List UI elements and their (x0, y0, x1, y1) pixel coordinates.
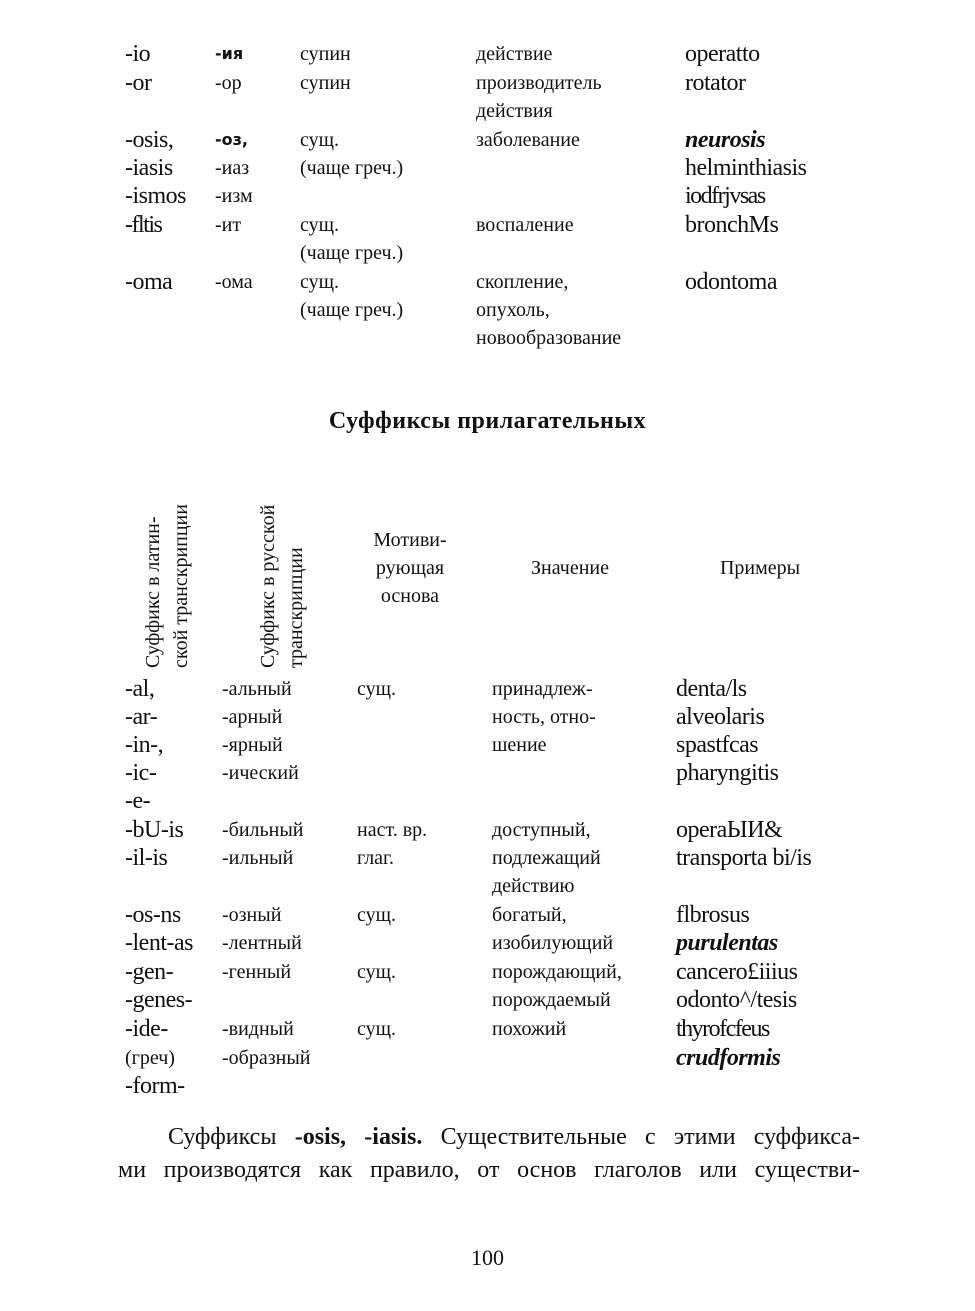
suffix-russian: -оз, (215, 130, 249, 149)
suffix-latin: -ismos (125, 183, 187, 209)
suffix-latin: -in-, (125, 732, 164, 758)
example-cell: helminthiasis (685, 155, 807, 181)
suffix-russian: -ор (215, 72, 242, 94)
basis-cell: сущ. (300, 271, 340, 293)
example-cell: rotator (685, 70, 746, 96)
suffix-latin: -iasis (125, 155, 173, 181)
suffix-russian: -образный (222, 1047, 311, 1069)
meaning-cell: действия (476, 100, 553, 122)
suffix-russian: -ярный (222, 734, 283, 756)
basis-cell: глаг. (357, 847, 394, 869)
basis-cell: (чаще греч.) (300, 299, 404, 321)
suffix-latin: -oma (125, 269, 173, 295)
basis-cell: наст. вр. (357, 819, 428, 841)
meaning-cell: подлежащий (492, 847, 601, 869)
suffix-latin: -ar- (125, 704, 158, 730)
example-cell: purulentas (676, 930, 778, 956)
header-russian-suffix: транскрипции (285, 547, 307, 668)
suffix-latin: -lent-as (125, 930, 193, 956)
meaning-cell: богатый, (492, 904, 567, 926)
basis-cell: сущ. (357, 1018, 397, 1040)
example-cell: transporta bi/is (676, 845, 812, 871)
suffix-russian: -ический (222, 762, 299, 784)
example-cell: denta/ls (676, 676, 747, 702)
example-cell: odontoma (685, 269, 777, 295)
meaning-cell: воспаление (476, 214, 574, 236)
header-latin-suffix: ской транскрипции (170, 504, 192, 668)
meaning-cell: действие (476, 43, 553, 65)
example-cell: thyrofcfeus (676, 1016, 769, 1042)
meaning-cell: новообразование (476, 327, 622, 349)
header-russian-suffix: Суффикс в русской (257, 504, 279, 668)
header-basis: Мотиви- рующая основа (373, 529, 447, 607)
suffix-latin: (греч) (125, 1047, 175, 1069)
suffix-russian: -озный (222, 904, 282, 926)
example-cell: alveolaris (676, 704, 765, 730)
header-latin-suffix: Суффикс в латин- (142, 516, 164, 668)
example-cell: odonto^/tesis (676, 987, 797, 1013)
basis-cell: сущ. (300, 129, 340, 151)
example-cell: neurosis (685, 127, 766, 153)
section-heading: Суффиксы прилагательных (328, 408, 647, 434)
suffix-emphasis: -osis, -iasis. (294, 1124, 423, 1150)
suffix-latin: -form- (125, 1073, 185, 1099)
example-cell: spastfcas (676, 732, 759, 758)
meaning-cell: скопление, (476, 271, 569, 293)
basis-cell: сущ. (357, 904, 397, 926)
suffix-russian: -арный (222, 706, 283, 728)
suffix-latin: -io (125, 41, 151, 67)
suffix-russian: -лентный (222, 932, 302, 954)
suffix-russian: -бильный (222, 819, 304, 841)
suffix-latin: -or (125, 70, 152, 96)
suffix-latin: -genes- (125, 987, 193, 1013)
suffix-russian: -ома (215, 271, 253, 293)
basis-cell: сущ. (357, 961, 397, 983)
meaning-cell: порождаемый (492, 989, 611, 1011)
basis-cell: сущ. (357, 678, 397, 700)
suffix-russian: -иаз (215, 157, 250, 179)
suffix-latin: -ic- (125, 760, 157, 786)
page-number: 100 (471, 1245, 504, 1270)
example-cell: iodfrjvsas (685, 183, 765, 209)
meaning-cell: ность, отно- (492, 706, 596, 728)
header-examples: Примеры (719, 557, 801, 579)
suffix-latin: -al, (125, 676, 155, 702)
example-cell: crudformis (676, 1045, 781, 1071)
suffix-latin: -fltis (125, 212, 162, 238)
basis-cell: супин (300, 43, 351, 65)
meaning-cell: похожий (492, 1018, 567, 1040)
suffix-russian: -изм (215, 185, 253, 207)
suffix-russian: -альный (222, 678, 292, 700)
meaning-cell: заболевание (476, 129, 580, 151)
meaning-cell: доступный, (492, 819, 591, 841)
example-cell: flbrosus (676, 902, 750, 928)
suffix-latin: -bU-is (125, 817, 184, 843)
basis-cell: сущ. (300, 214, 340, 236)
example-cell: operatto (685, 41, 760, 67)
example-cell: pharyngitis (676, 760, 779, 786)
suffix-latin: -os-ns (125, 902, 181, 928)
suffix-latin: -osis, (125, 127, 174, 153)
basis-cell: (чаще греч.) (300, 242, 404, 264)
suffix-latin: -ide- (125, 1016, 168, 1042)
basis-cell: супин (300, 72, 351, 94)
example-cell: operaЫИ& (676, 817, 783, 843)
meaning-cell: порождающий, (492, 961, 622, 983)
meaning-cell: принадлеж- (492, 678, 593, 700)
suffix-latin: -e- (125, 788, 151, 814)
header-meaning: Значение (530, 557, 610, 579)
meaning-cell: действию (492, 875, 575, 897)
meaning-cell: опухоль, (476, 299, 550, 321)
meaning-cell: производитель (476, 72, 602, 94)
paragraph-line: ми производятся как правило, от основ глаголов или существи- (118, 1157, 860, 1183)
example-cell: bronchMs (685, 212, 779, 238)
basis-cell: (чаще греч.) (300, 157, 404, 179)
suffix-russian: -ит (215, 214, 242, 236)
suffix-russian: -ильный (222, 847, 294, 869)
paragraph-line: Суффиксы -osis, -iasis. Существительные с этими суффикса- (168, 1124, 860, 1150)
suffix-russian: -ия (215, 44, 244, 63)
meaning-cell: шение (492, 734, 547, 756)
suffix-latin: -il-is (125, 845, 168, 871)
suffix-latin: -gen- (125, 959, 174, 985)
meaning-cell: изобилующий (492, 932, 614, 954)
suffix-russian: -видный (222, 1018, 294, 1040)
suffix-russian: -генный (222, 961, 292, 983)
example-cell: cancero£iiius (676, 959, 798, 985)
